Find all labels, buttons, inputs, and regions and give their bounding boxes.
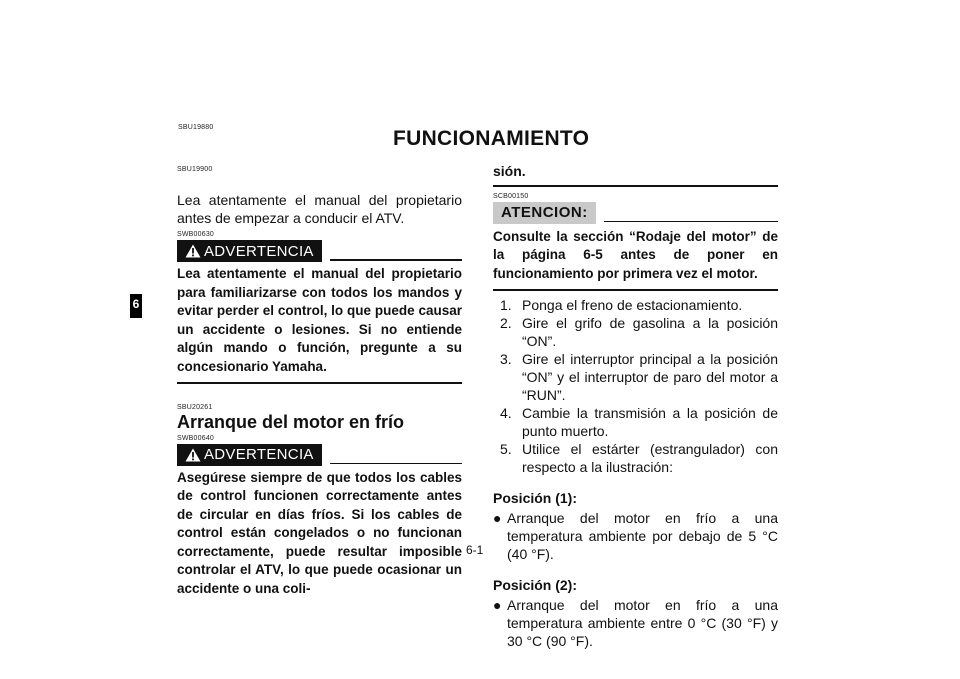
position2-item — [493, 596, 778, 650]
position1-heading: Posición (1): — [493, 489, 578, 506]
warning1-end-rule — [177, 382, 462, 384]
caution-rule — [604, 221, 778, 223]
section-title: Arranque del motor en frío — [177, 411, 405, 432]
chapter-tab: 6 — [130, 294, 142, 318]
continuation-text: sión. — [493, 163, 526, 179]
list-item: 1. Ponga el freno de estacionamiento. — [500, 296, 743, 313]
caution-end-rule — [493, 289, 778, 291]
warning1-code: SWB00630 — [177, 231, 215, 238]
intro-code: SBU19900 — [177, 166, 213, 173]
caution-header — [493, 202, 778, 224]
intro-paragraph: Lea atentamente el manual del propietario antes de empezar a conducir el ATV. — [177, 192, 462, 226]
left-column — [177, 166, 462, 598]
position1-item — [493, 509, 778, 563]
page-title: FUNCIONAMIENTO — [393, 127, 590, 150]
bullet-icon: ● — [493, 509, 502, 526]
position1-text: Arranque del motor en frío a una temperatura ambiente por debajo de 5 °C (40 °F). — [507, 509, 778, 562]
header-code: SBU19880 — [178, 124, 214, 131]
warning1-header — [177, 240, 462, 262]
position2-heading: Posición (2): — [493, 576, 578, 593]
warning1-rule — [330, 259, 462, 261]
section-code: SBU20261 — [177, 403, 213, 411]
page-number: 6-1 — [466, 543, 484, 557]
caution-code: SCB00150 — [493, 192, 529, 200]
continuation-rule — [493, 185, 778, 187]
list-item: 5. Utilice el estárter (estrangulador) con respecto a la ilustración: — [500, 440, 778, 475]
bullet-icon: ● — [493, 596, 502, 613]
steps-list — [500, 296, 778, 476]
warning1-label: ADVERTENCIA — [204, 242, 314, 260]
position2-text: Arranque del motor en frío a una temperatura ambiente entre 0 °C (30 °F) y 30 °C (90 °F). — [507, 596, 778, 649]
caution-text: Consulte la sección “Rodaje del motor” de la página 6-5 antes de poner en funcionamiento por primera vez el motor. — [493, 228, 778, 281]
list-item: 3. Gire el interruptor principal a la posición “ON” y el interruptor de paro del motor a “RUN”. — [500, 350, 778, 403]
warning2-label: ADVERTENCIA — [204, 446, 314, 463]
warning-triangle-icon — [185, 244, 201, 258]
list-item: 2. Gire el grifo de gasolina a la posición “ON”. — [500, 314, 778, 349]
warning2-rule — [330, 463, 462, 465]
warning2-header — [177, 444, 462, 466]
caution-label: ATENCION: — [493, 202, 596, 224]
warning2-badge — [177, 444, 322, 466]
warning2-text: Asegúrese siempre de que todos los cables de control funcionen correctamente antes de circular en días fríos. Si los cables de control están congelados o no funcionan correctamente, puede resultar imposible controlar el ATV, lo que puede ocasionar un accidente o una coli- — [177, 469, 462, 596]
warning-triangle-icon — [185, 448, 201, 462]
right-column — [493, 163, 778, 650]
list-item: 4. Cambie la transmisión a la posición de punto muerto. — [500, 404, 778, 439]
warning2-code: SWB00640 — [177, 434, 215, 442]
warning1-badge — [177, 240, 322, 262]
warning1-text: Lea atentamente el manual del propietario para familiarizarse con todos los mandos y evitar perder el control, lo que puede causar un accidente o lesiones. Si no entiende algún mando o función, pregunte a su concesionario Yamaha. — [177, 266, 462, 374]
